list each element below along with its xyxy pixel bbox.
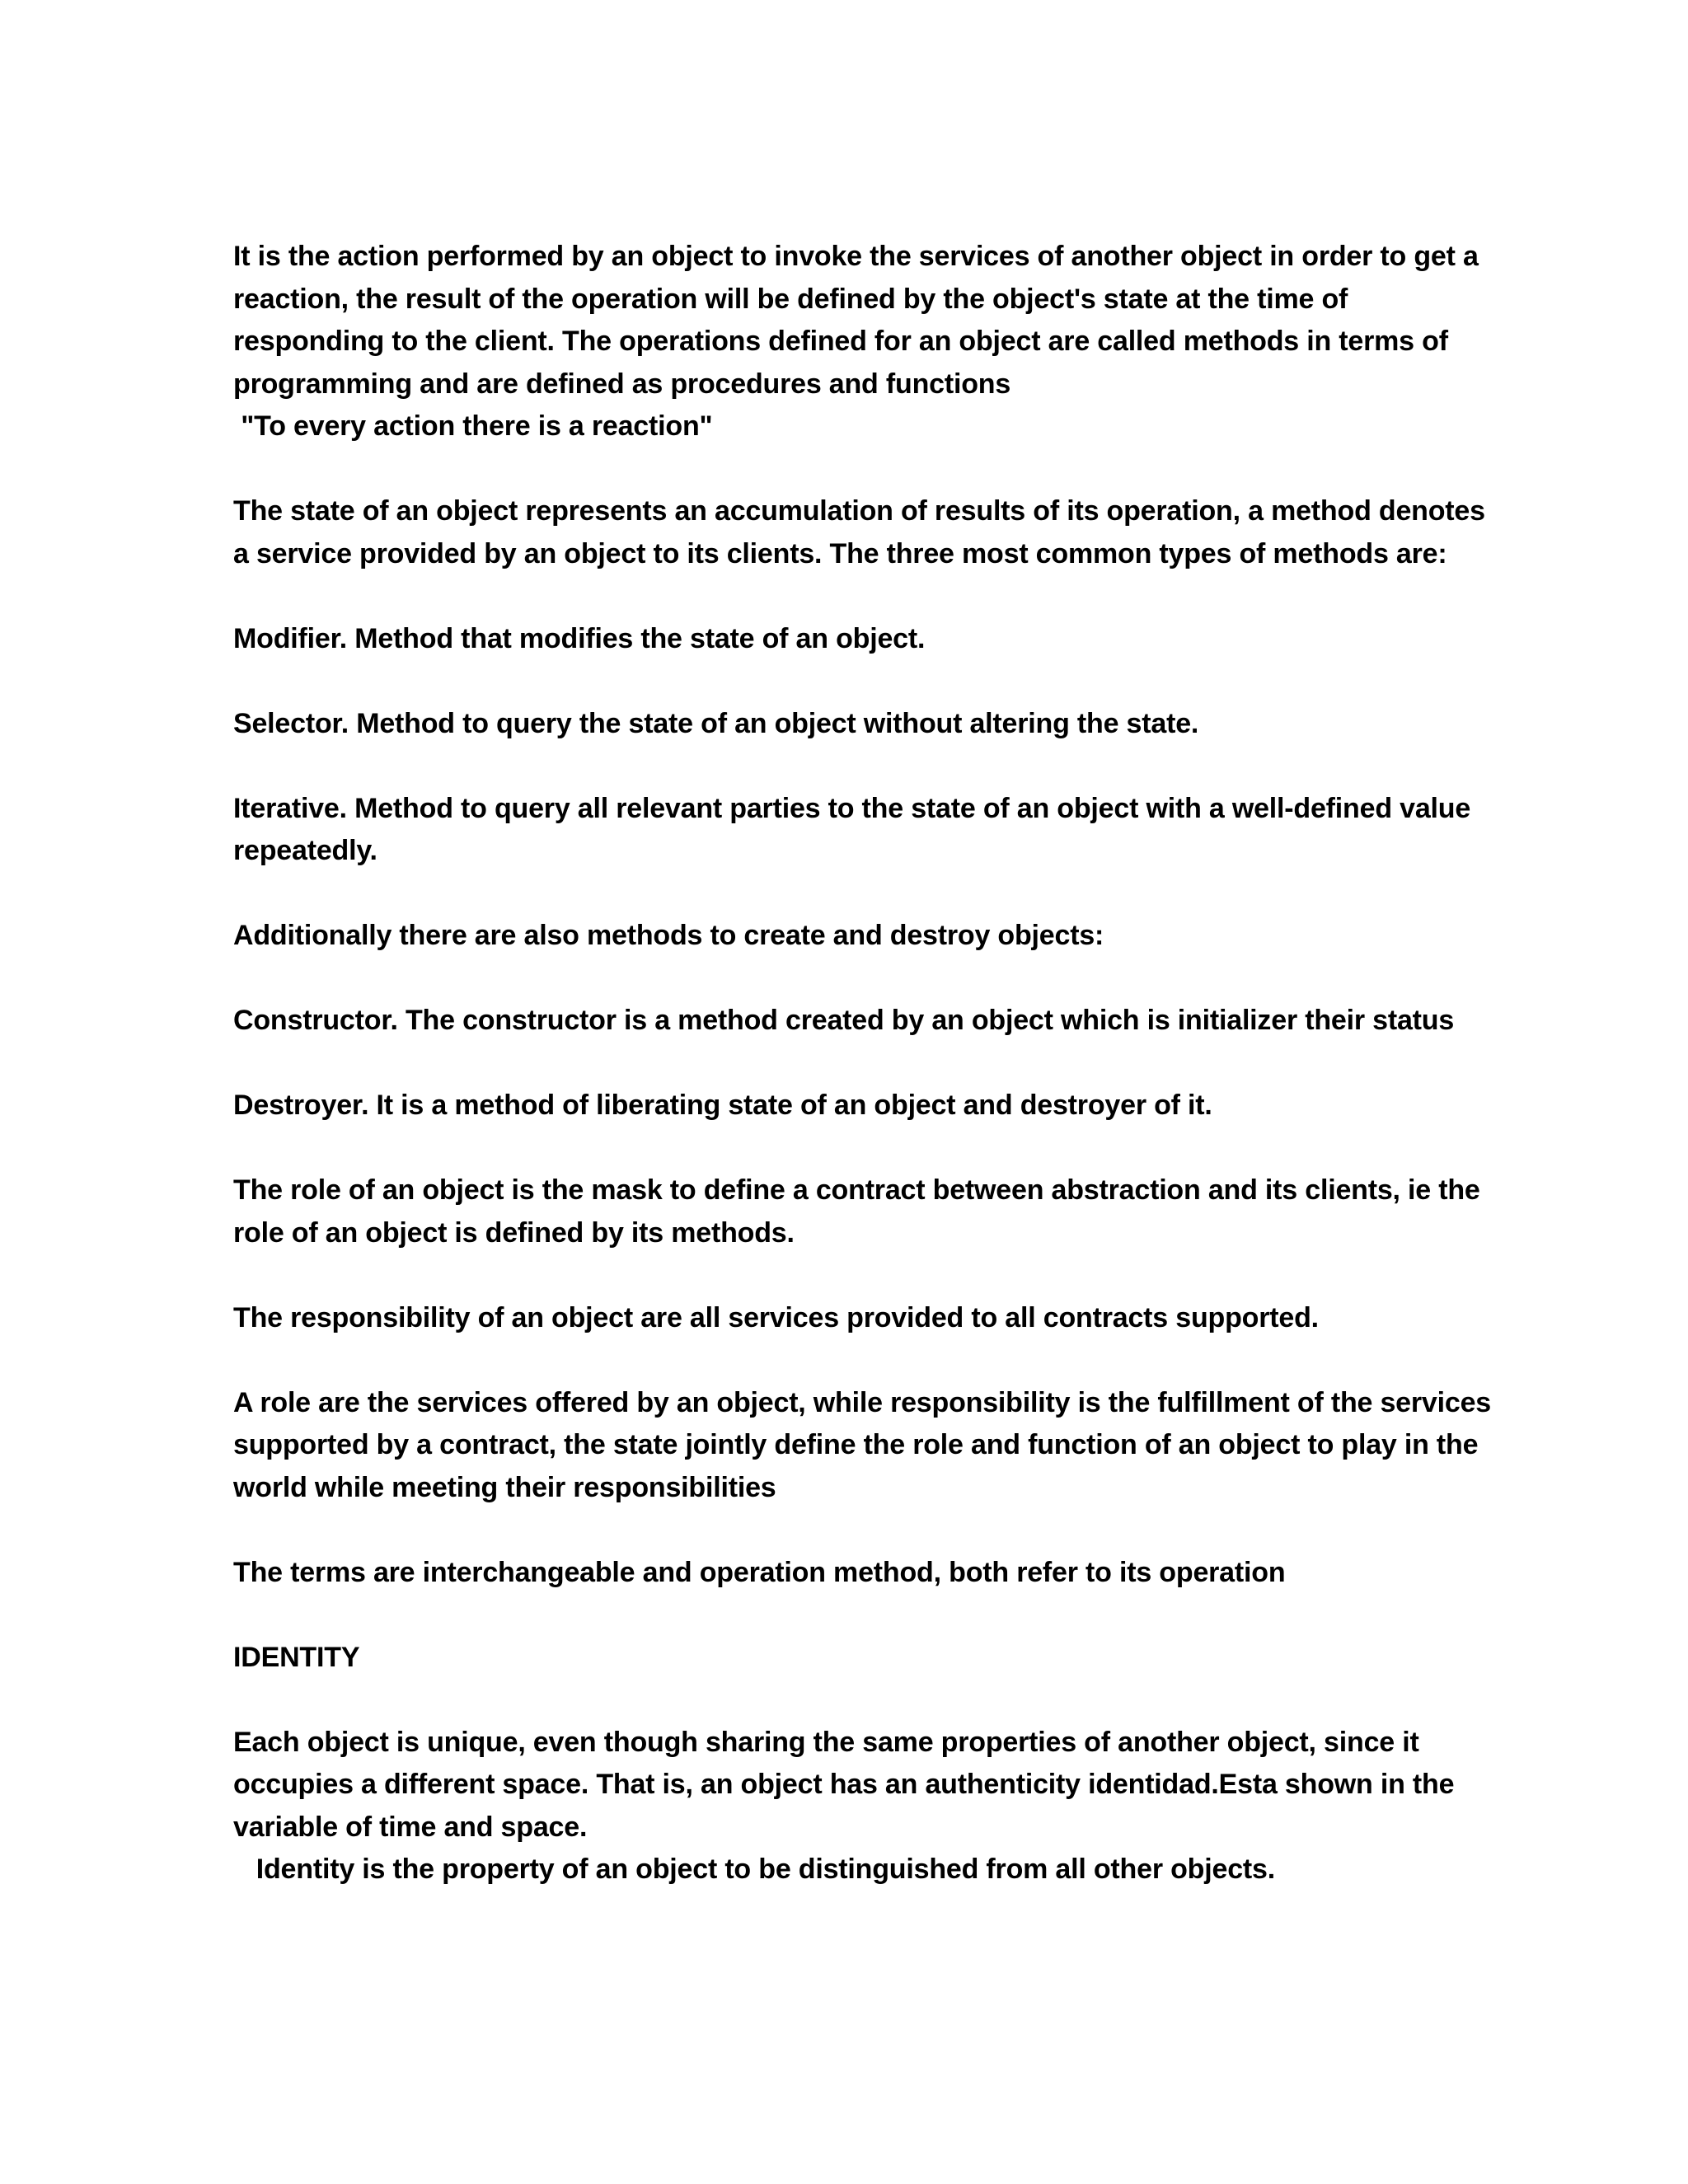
paragraph-constructor xyxy=(233,1000,1503,1043)
text-line: A role are the services offered by an object, while responsibility is the fulfillment of the services xyxy=(233,1386,1492,1418)
text-line: Identity is the property of an object to be distinguished from all other objects. xyxy=(233,1854,1275,1885)
text-line: Destroyer. It is a method of liberating state of an object and destroyer of it. xyxy=(233,1090,1212,1121)
text-line: It is the action performed by an object to invoke the services of another object in order to get a xyxy=(233,241,1479,272)
paragraph-destroyer xyxy=(233,1085,1503,1127)
paragraph-operation-definition xyxy=(233,236,1503,448)
paragraph-identity xyxy=(233,1722,1503,1891)
paragraph-terms xyxy=(233,1552,1503,1595)
text-line: repeatedly. xyxy=(233,835,377,866)
paragraph-object-state xyxy=(233,490,1503,575)
paragraph-modifier xyxy=(233,618,1503,661)
text-line: Selector. Method to query the state of an object without altering the state. xyxy=(233,707,1199,739)
paragraph-responsibility xyxy=(233,1297,1503,1340)
text-line: reaction, the result of the operation will be defined by the object's state at the time of xyxy=(233,283,1348,315)
paragraph-role-vs-responsibility xyxy=(233,1382,1503,1510)
text-line: Additionally there are also methods to create and destroy objects: xyxy=(233,920,1104,951)
heading-text: IDENTITY xyxy=(233,1641,360,1673)
paragraph-iterative xyxy=(233,788,1503,873)
text-line: Modifier. Method that modifies the state of an object. xyxy=(233,622,926,654)
text-line: variable of time and space. xyxy=(233,1811,588,1843)
text-line: Each object is unique, even though sharing the same properties of another object, since it xyxy=(233,1726,1419,1758)
text-line: role of an object is defined by its methods. xyxy=(233,1216,795,1249)
paragraph-role xyxy=(233,1169,1503,1254)
text-line: a service provided by an object to its clients. The three most common types of methods are: xyxy=(233,537,1447,569)
text-line: world while meeting their responsibilities xyxy=(233,1471,776,1503)
text-line: The state of an object represents an accumulation of results of its operation, a method denotes xyxy=(233,495,1485,527)
text-line: programming and are defined as procedures and functions xyxy=(233,368,1011,400)
quote-line: "To every action there is a reaction" xyxy=(233,410,713,442)
text-line: Iterative. Method to query all relevant parties to the state of an object with a well-defined value xyxy=(233,792,1471,824)
text-line: occupies a different space. That is, an object has an authenticity identidad.Esta shown in the xyxy=(233,1769,1455,1800)
text-line: Constructor. The constructor is a method created by an object which is initializer their status xyxy=(233,1005,1455,1036)
text-line: The responsibility of an object are all services provided to all contracts supported. xyxy=(233,1301,1319,1333)
paragraph-selector xyxy=(233,703,1503,746)
document-body xyxy=(233,236,1503,1933)
text-line: supported by a contract, the state jointly define the role and function of an object to play in the xyxy=(233,1429,1479,1460)
text-line: responding to the client. The operations defined for an object are called methods in terms of xyxy=(233,326,1448,357)
paragraph-create-destroy xyxy=(233,915,1503,958)
text-line: The terms are interchangeable and operation method, both refer to its operation xyxy=(233,1556,1286,1588)
text-line: The role of an object is the mask to define a contract between abstraction and its clients, ie the xyxy=(233,1174,1480,1206)
section-heading-identity xyxy=(233,1637,1503,1680)
